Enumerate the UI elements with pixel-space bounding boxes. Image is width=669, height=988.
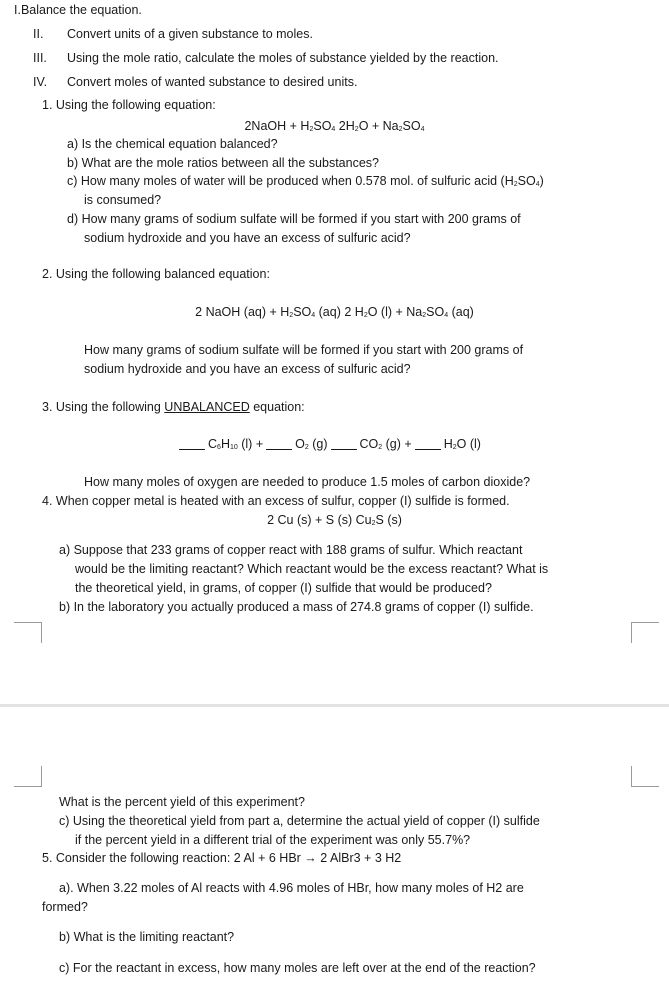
q1-part-b: b) What are the mole ratios between all the substances? (67, 156, 379, 170)
q4-part-c-cont: if the percent yield in a different trial of the experiment was only 55.7%? (75, 833, 471, 847)
q5-part-a: a). When 3.22 moles of Al reacts with 4.96 moles of HBr, how many moles of H2 are (59, 881, 524, 895)
q5-part-a-cont: formed? (42, 900, 88, 914)
q2-body-cont: sodium hydroxide and you have an excess of sulfuric acid? (84, 362, 411, 376)
step-3: Using the mole ratio, calculate the moles of substance yielded by the reaction. (67, 51, 499, 65)
q4-part-b-cont: What is the percent yield of this experiment? (59, 795, 305, 809)
q1-intro: 1. Using the following equation: (42, 98, 216, 112)
coefficient-blank[interactable] (266, 449, 292, 450)
q4-equation: 2 Cu (s) + S (s) $Cu_2S$ (s) (267, 513, 402, 527)
q1-part-c-cont: is consumed? (84, 193, 162, 207)
step-3-numeral: III. (33, 51, 47, 65)
q4-part-a-cont: would be the limiting reactant? Which reactant would be the excess reactant? What is (75, 562, 549, 576)
q4-part-a: a) Suppose that 233 grams of copper react with 188 grams of sulfur. Which reactant (59, 543, 523, 557)
crop-mark (14, 622, 42, 643)
step-2: Convert units of a given substance to moles. (67, 27, 313, 41)
q5-part-c: c) For the reactant in excess, how many moles are left over at the end of the reaction? (59, 961, 536, 975)
q3-equation: $C_6H_{10}$ $(l) + O_2$ (g) $CO_2$ $(g) + H_2O$ (l) (176, 437, 481, 452)
q3-body: How many moles of oxygen are needed to produce 1.5 moles of carbon dioxide? (84, 475, 531, 489)
crop-mark (631, 622, 659, 643)
q1-part-d-cont: sodium hydroxide and you have an excess of sulfuric acid? (84, 231, 411, 245)
q4-part-a-cont2: the theoretical yield, in grams, of copper (I) sulfide that would be produced? (75, 581, 492, 595)
q2-body: How many grams of sodium sulfate will be formed if you start with 200 grams of (84, 343, 524, 357)
crop-mark (14, 766, 42, 787)
q2-intro: 2. Using the following balanced equation: (42, 267, 270, 281)
coefficient-blank[interactable] (331, 449, 357, 450)
step-1: I.Balance the equation. (14, 3, 142, 17)
step-4-numeral: IV. (33, 75, 48, 89)
q1-part-d: d) How many grams of sodium sulfate will be formed if you start with 200 grams of (67, 212, 521, 226)
page-divider (0, 704, 669, 707)
crop-mark (631, 766, 659, 787)
q1-part-c: c) How many moles of water will be produced when 0.578 mol. of sulfuric acid $(H_2SO_4)$ (67, 174, 544, 188)
coefficient-blank[interactable] (179, 449, 205, 450)
q4-intro: 4. When copper metal is heated with an excess of sulfur, copper (I) sulfide is formed. (42, 494, 510, 508)
q1-part-a: a) Is the chemical equation balanced? (67, 137, 278, 151)
q4-part-c: c) Using the theoretical yield from part a, determine the actual yield of copper (I) sulfide (59, 814, 540, 828)
step-4: Convert moles of wanted substance to desired units. (67, 75, 358, 89)
q3-intro: 3. Using the following UNBALANCED equation: (42, 400, 305, 414)
q2-equation: 2 NaOH $(aq) + H_2SO_4$ (aq) 2 $H_2O$ $(l) + Na_2SO_4$ (aq) (195, 305, 474, 319)
q5-intro: 5. Consider the following reaction: 2 Al + 6 HBr → 2 AlBr3 + 3 H2 (42, 851, 402, 865)
q4-part-b: b) In the laboratory you actually produced a mass of 274.8 grams of copper (I) sulfide. (59, 600, 534, 614)
q1-equation: 2NaOH + $H_2SO_4$ $2H_2O + Na_2SO_4$ (244, 119, 425, 133)
step-2-numeral: II. (33, 27, 44, 41)
q5-part-b: b) What is the limiting reactant? (59, 930, 235, 944)
coefficient-blank[interactable] (415, 449, 441, 450)
